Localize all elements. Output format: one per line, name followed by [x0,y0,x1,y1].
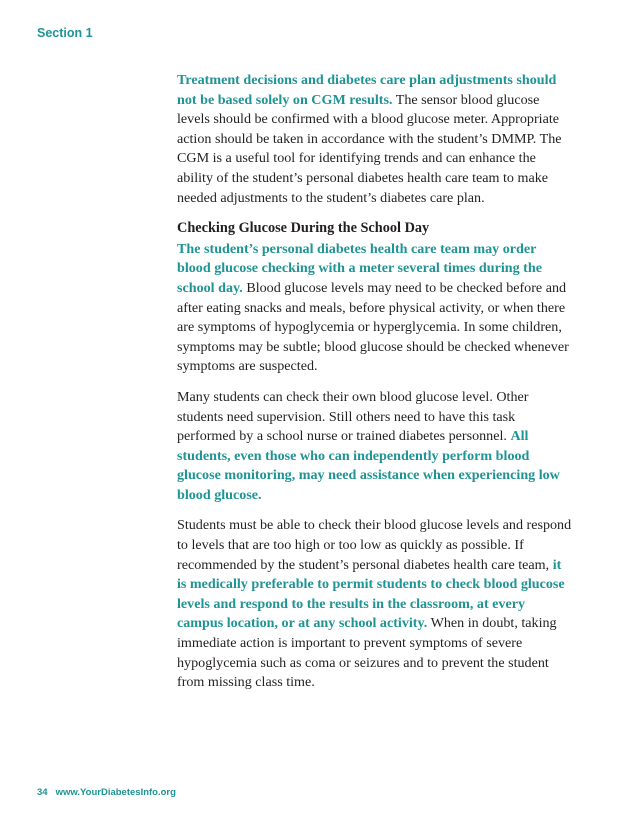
subsection-heading: Checking Glucose During the School Day [177,220,430,237]
paragraph-supervision [177,388,572,506]
checking-text: Blood glucose levels may need to be checked before and after eating snacks and meals, before physical activity, or when there are symptoms of hypoglycemia or hyperglycemia. In some children, symptoms may be subtle; blood glucose should be checked whenever symptoms are suspected. [177,279,569,375]
paragraph-checking [177,240,572,377]
supervision-highlight: All students, even those who can independently perform blood glucose monitoring, may need assistance when experiencing low blood glucose. [177,428,560,503]
classroom-highlight: it is medically preferable to permit students to check blood glucose levels and respond to the results in the classroom, at every campus location, or at any school activity. [177,556,565,632]
footer-url-link[interactable]: www.YourDiabetesInfo.org [55,787,176,798]
cgm-highlight: Treatment decisions and diabetes care plan adjustments should not be based solely on CGM results. [177,72,557,108]
page-footer [37,787,176,798]
checking-highlight: The student’s personal diabetes health care team may order blood glucose checking with a meter several times during the school day. [177,240,542,296]
main-content [177,71,572,704]
classroom-text-before: Students must be able to check their blood glucose levels and respond to levels that are too high or too low as quickly as possible. If recommended by the student’s personal diabetes health care team, [177,517,572,573]
page-number: 34 [37,787,48,798]
section-label: Section 1 [37,26,93,40]
paragraph-classroom [177,516,572,692]
supervision-text: Many students can check their own blood glucose level. Other students need supervision. Still others need to have this task performed by a school nurse or trained diabetes personnel. [177,388,529,445]
paragraph-cgm [177,71,572,208]
cgm-text: The sensor blood glucose levels should be confirmed with a blood glucose meter. Appropriate action should be taken in accordance with the student’s DMMP. The CGM is a useful tool for identifying trends and can enhance the ability of the student’s personal diabetes health care team to make needed adjustments to the student’s diabetes care plan. [177,91,562,206]
classroom-text-after: When in doubt, taking immediate action is important to prevent symptoms of severe hypoglycemia such as coma or seizures and to prevent the student from missing class time. [177,615,557,691]
